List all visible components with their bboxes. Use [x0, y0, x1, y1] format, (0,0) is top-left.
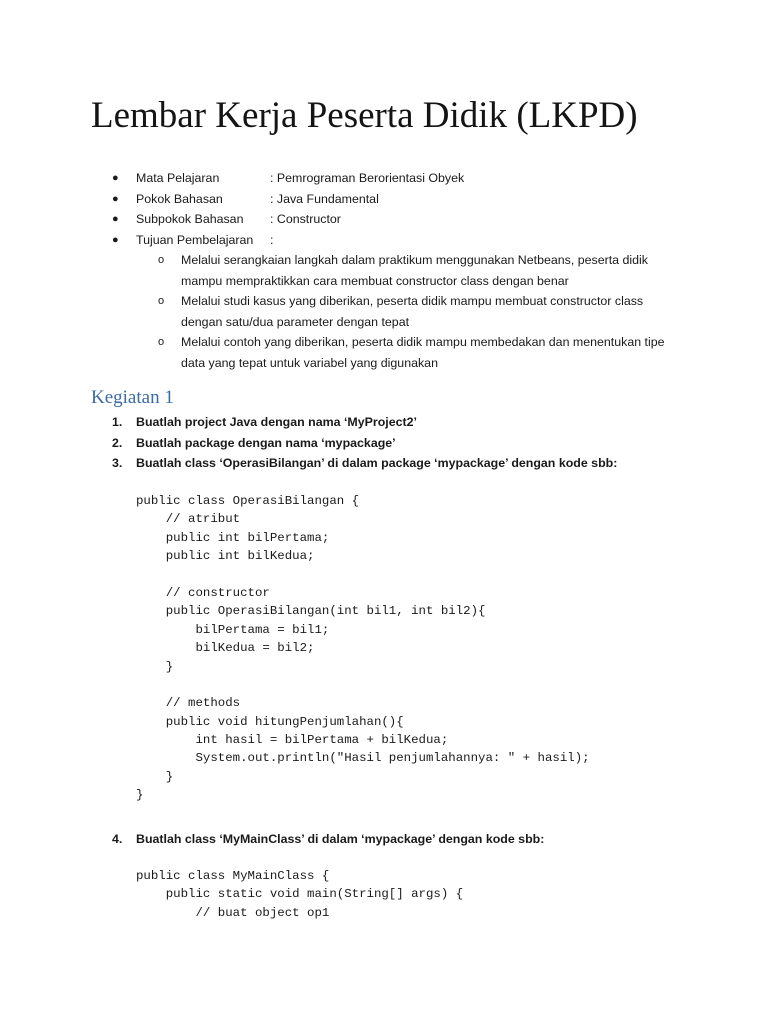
steps-list-continued	[112, 829, 732, 850]
circle-bullet-icon: o	[158, 336, 165, 348]
meta-label: Subpokok Bahasan	[136, 212, 244, 226]
meta-item-subtopic	[112, 209, 732, 230]
section-heading: Kegiatan 1	[91, 387, 174, 408]
code-line: // methods	[136, 696, 241, 711]
step-item	[112, 412, 732, 433]
step-item	[112, 433, 732, 454]
meta-value: : Pemrograman Berorientasi Obyek	[270, 171, 465, 185]
page-title: Lembar Kerja Peserta Didik (LKPD)	[91, 95, 638, 136]
meta-list	[112, 168, 732, 373]
step-text: Buatlah class ‘MyMainClass’ di dalam ‘mypackage’ dengan kode sbb:	[136, 832, 545, 846]
circle-bullet-icon: o	[158, 295, 165, 307]
meta-label: Pokok Bahasan	[136, 191, 223, 206]
step-number: 4.	[112, 832, 123, 846]
bullet-icon: ●	[112, 192, 119, 205]
bullet-icon: ●	[112, 172, 119, 184]
objective-item	[112, 250, 681, 291]
code-line: bilPertama = bil1;	[136, 622, 330, 637]
meta-label: Tujuan Pembelajaran	[136, 232, 254, 247]
objective-text: Melalui contoh yang diberikan, peserta didik mampu membedakan dan menentukan tipe data yang tepat untuk variabel yang digunakan	[181, 335, 665, 370]
code-line	[136, 676, 590, 694]
steps-list	[112, 412, 732, 474]
code-block-operasi-bilangan	[136, 492, 590, 805]
bullet-icon: ●	[112, 233, 119, 246]
code-line: bilKedua = bil2;	[136, 641, 315, 656]
objectives-list	[112, 250, 732, 373]
code-line: public class OperasiBilangan {	[136, 494, 360, 508]
meta-item-objectives	[112, 230, 732, 374]
code-line: int hasil = bilPertama + bilKedua;	[136, 733, 449, 748]
objective-text: Melalui serangkaian langkah dalam praktikum menggunakan Netbeans, peserta didik mampu mempraktikkan cara membuat constructor class dengan benar	[181, 253, 648, 288]
code-line: System.out.println("Hasil penjumlahannya: " + hasil);	[136, 751, 590, 766]
code-line: public int bilPertama;	[136, 530, 330, 545]
meta-item-subject	[112, 168, 732, 189]
meta-value: : Constructor	[270, 212, 341, 226]
code-line: }	[136, 788, 144, 803]
step-text: Buatlah class ‘OperasiBilangan’ di dalam package ‘mypackage’ dengan kode sbb:	[136, 456, 618, 470]
code-line	[136, 566, 590, 584]
circle-bullet-icon: o	[158, 254, 165, 266]
step-text: Buatlah package dengan nama ‘mypackage’	[136, 435, 396, 450]
code-line: public int bilKedua;	[136, 549, 315, 564]
step-number: 3.	[112, 456, 123, 470]
step-number: 1.	[112, 415, 123, 429]
code-line: // constructor	[136, 585, 270, 600]
code-line: public void hitungPenjumlahan(){	[136, 714, 404, 729]
meta-item-topic	[112, 189, 732, 210]
objective-item	[112, 291, 681, 332]
code-line: public OperasiBilangan(int bil1, int bil2){	[136, 604, 486, 619]
code-block-my-main-class	[136, 867, 463, 922]
step-text: Buatlah project Java dengan nama ‘MyProject2’	[136, 415, 417, 429]
code-line: }	[136, 769, 174, 784]
step-number: 2.	[112, 435, 123, 450]
step-item	[112, 453, 732, 474]
code-line: }	[136, 659, 174, 674]
objective-text: Melalui studi kasus yang diberikan, peserta didik mampu membuat constructor class dengan satu/dua parameter dengan tepat	[181, 294, 644, 329]
meta-label: Mata Pelajaran	[136, 171, 220, 185]
meta-value: : Java Fundamental	[270, 191, 379, 206]
objective-item	[112, 332, 681, 373]
code-line: public class MyMainClass {	[136, 869, 330, 883]
step-item	[112, 829, 732, 850]
code-line: public static void main(String[] args) {	[136, 887, 464, 902]
meta-value: :	[270, 232, 274, 247]
bullet-icon: ●	[112, 213, 119, 225]
code-line: // atribut	[136, 512, 241, 527]
code-line: // buat object op1	[136, 905, 330, 920]
